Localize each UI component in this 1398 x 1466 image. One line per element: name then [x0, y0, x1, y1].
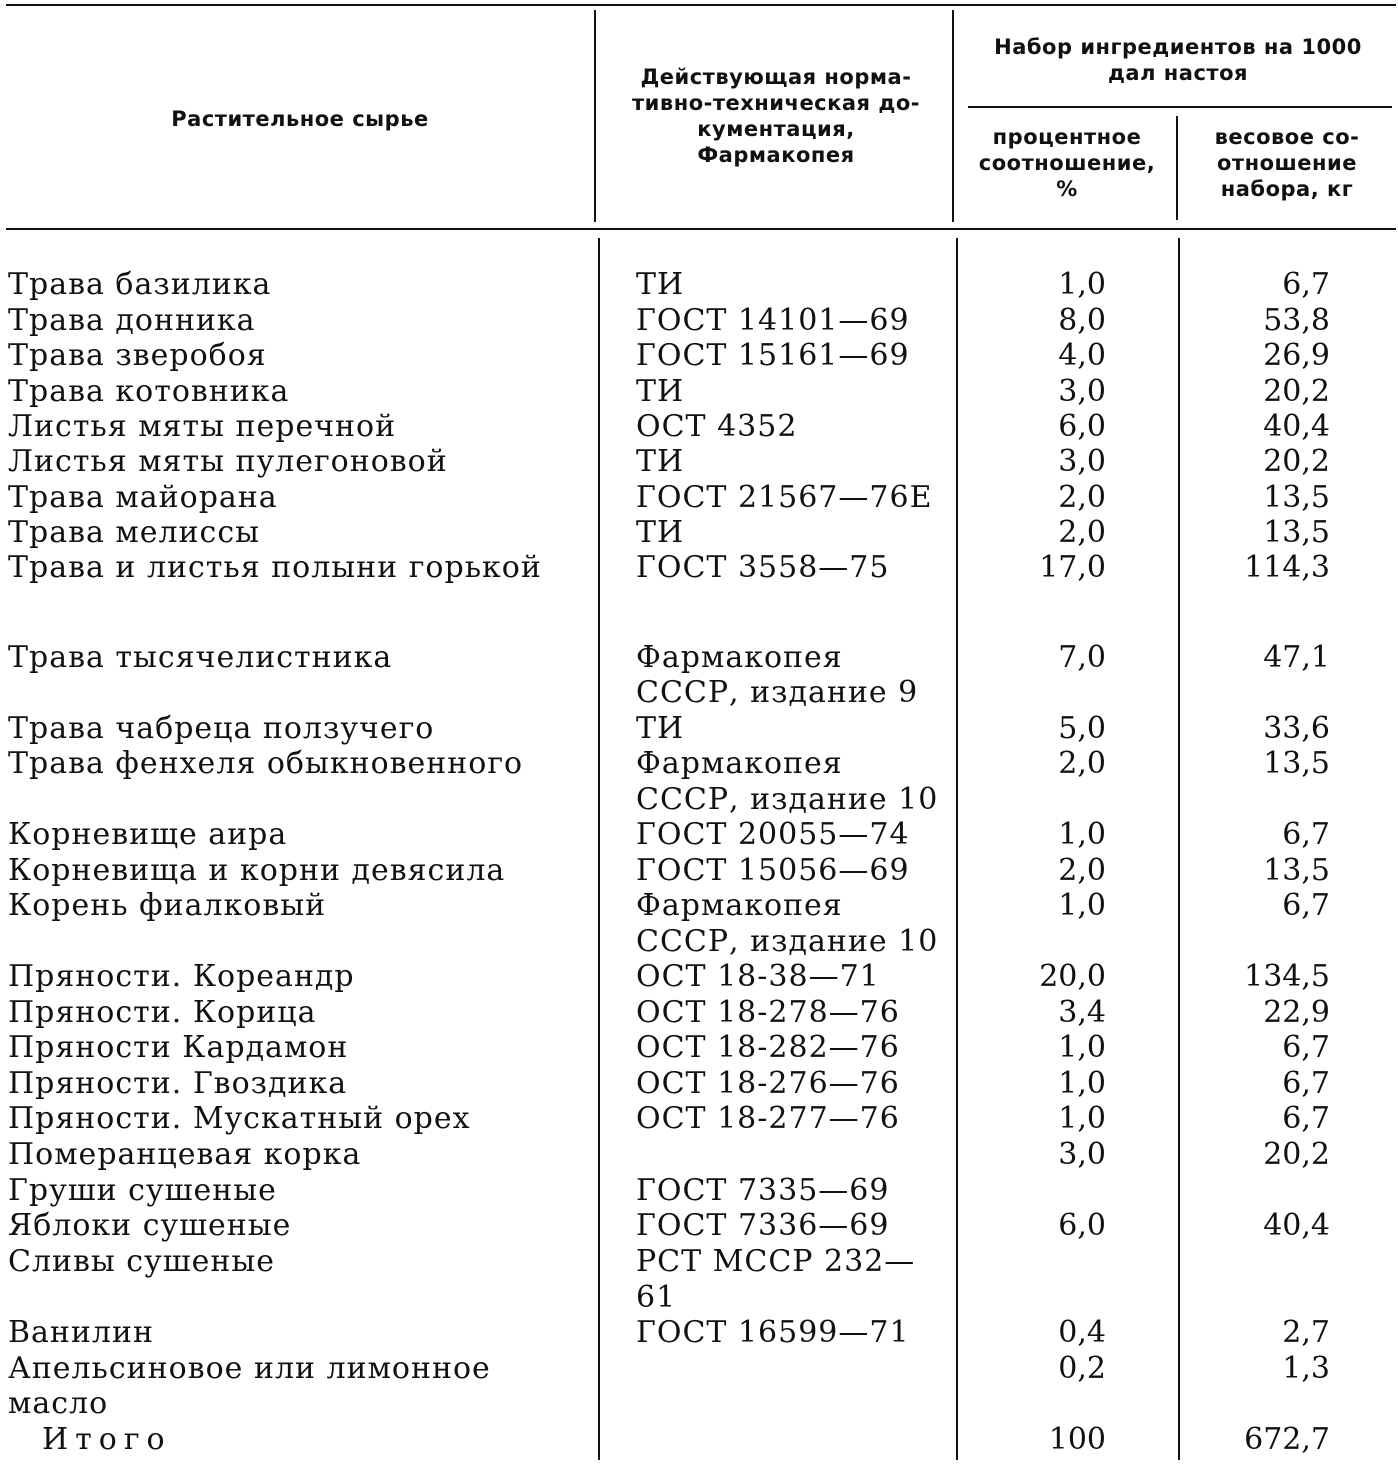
weight-cell: 47,1: [1263, 640, 1330, 675]
percent-cell: 2,0: [1058, 746, 1106, 781]
table-row: [0, 712, 1398, 746]
table-row: [0, 1352, 1398, 1386]
table-row: [0, 375, 1398, 409]
header-bottom-rule: [6, 228, 1396, 230]
weight-cell: 6,7: [1282, 817, 1330, 852]
percent-cell: 20,0: [1039, 959, 1106, 994]
weight-cell: 6,7: [1282, 1101, 1330, 1136]
percent-cell: 6,0: [1058, 1208, 1106, 1243]
header-divider-3: [1176, 116, 1178, 220]
percent-cell: 1,0: [1058, 1030, 1106, 1065]
table-row: [0, 410, 1398, 444]
doc-cell: 61: [636, 1280, 677, 1315]
header-doc-line: тивно-техническая до-: [632, 91, 920, 115]
table-row: [0, 1281, 1398, 1315]
percent-cell: 7,0: [1058, 640, 1106, 675]
weight-cell: 20,2: [1263, 1137, 1330, 1172]
header-divider-2: [952, 10, 954, 222]
material-cell: Пряности. Кореандр: [8, 959, 355, 994]
header-percent-line: %: [1056, 177, 1078, 201]
table-row: [0, 268, 1398, 302]
material-cell: Корень фиалковый: [8, 888, 327, 923]
percent-cell: 1,0: [1058, 888, 1106, 923]
material-cell: Пряности. Гвоздика: [8, 1066, 348, 1101]
percent-cell: 4,0: [1058, 338, 1106, 373]
table-row: [0, 551, 1398, 585]
material-cell: Листья мяты перечной: [8, 409, 397, 444]
percent-cell: 3,0: [1058, 1137, 1106, 1172]
percent-cell: 17,0: [1039, 550, 1106, 585]
table-row: [0, 641, 1398, 675]
material-cell: Пряности. Корица: [8, 995, 317, 1030]
doc-cell: ТИ: [636, 515, 685, 550]
material-cell: Ванилин: [8, 1315, 154, 1350]
weight-cell: 2,7: [1282, 1315, 1330, 1350]
material-cell: Трава чабреца ползучего: [8, 711, 435, 746]
material-cell: масло: [8, 1386, 109, 1421]
table-row: [0, 1316, 1398, 1350]
percent-cell: 3,4: [1058, 995, 1106, 1030]
doc-cell: ГОСТ 15056—69: [636, 853, 910, 888]
doc-cell: ОСТ 18-277—76: [636, 1101, 900, 1136]
header-group-rule: [968, 106, 1392, 108]
weight-cell: 13,5: [1263, 853, 1330, 888]
doc-cell: ГОСТ 3558—75: [636, 550, 890, 585]
percent-cell: 8,0: [1058, 303, 1106, 338]
percent-cell: 2,0: [1058, 515, 1106, 550]
material-cell: Листья мяты пулегоновой: [8, 444, 448, 479]
material-cell: Яблоки сушеные: [8, 1208, 292, 1243]
header-weight-line: набора, кг: [1220, 177, 1354, 201]
doc-cell: Фармакопея: [636, 888, 843, 923]
table-row: [0, 339, 1398, 373]
material-cell: Пряности Кардамон: [8, 1030, 349, 1065]
table-row: [0, 996, 1398, 1030]
table-row: [0, 445, 1398, 479]
material-cell: Трава фенхеля обыкновенного: [8, 746, 524, 781]
doc-cell: Фармакопея: [636, 640, 843, 675]
doc-cell: ОСТ 18-282—76: [636, 1030, 900, 1065]
table-top-rule: [6, 4, 1396, 6]
doc-cell: ТИ: [636, 267, 685, 302]
weight-cell: 33,6: [1263, 711, 1330, 746]
doc-cell: Фармакопея: [636, 746, 843, 781]
material-cell: Трава базилика: [8, 267, 272, 302]
weight-cell: 13,5: [1263, 480, 1330, 515]
weight-cell: 6,7: [1282, 1066, 1330, 1101]
weight-cell: 6,7: [1282, 888, 1330, 923]
table-row: [0, 818, 1398, 852]
material-cell: Трава зверобоя: [8, 338, 267, 373]
weight-cell: 114,3: [1244, 550, 1330, 585]
material-cell: Корневища и корни девясила: [8, 853, 506, 888]
material-cell: Груши сушеные: [8, 1173, 277, 1208]
table-row: [0, 747, 1398, 781]
header-group-line: Набор ингредиентов на 1000: [994, 35, 1362, 59]
doc-cell: ГОСТ 7336—69: [636, 1208, 890, 1243]
table-row: [0, 1387, 1398, 1421]
percent-cell: 5,0: [1058, 711, 1106, 746]
header-divider-1: [594, 10, 596, 222]
table-row: [0, 889, 1398, 923]
weight-cell: 40,4: [1263, 1208, 1330, 1243]
doc-cell: ОСТ 18-38—71: [636, 959, 880, 994]
doc-cell: ОСТ 18-276—76: [636, 1066, 900, 1101]
weight-cell: 134,5: [1244, 959, 1330, 994]
percent-cell: 2,0: [1058, 853, 1106, 888]
doc-cell: ГОСТ 16599—71: [636, 1315, 910, 1350]
percent-cell: 1,0: [1058, 1066, 1106, 1101]
material-cell: Трава и листья полыни горькой: [8, 550, 542, 585]
table-row: [0, 854, 1398, 888]
material-cell: Апельсиновое или лимонное: [8, 1351, 491, 1386]
weight-cell: 6,7: [1282, 267, 1330, 302]
percent-cell: 3,0: [1058, 444, 1106, 479]
percent-cell: 3,0: [1058, 374, 1106, 409]
header-percent: [962, 124, 1172, 202]
material-cell: Пряности. Мускатный орех: [8, 1101, 471, 1136]
doc-cell: ГОСТ 14101—69: [636, 303, 910, 338]
header-doc: [604, 64, 948, 168]
table-row: [0, 516, 1398, 550]
weight-cell: 40,4: [1263, 409, 1330, 444]
doc-cell: ТИ: [636, 444, 685, 479]
percent-cell: 0,4: [1058, 1315, 1106, 1350]
total-weight: 672,7: [1244, 1422, 1330, 1457]
total-row: [0, 1423, 1398, 1457]
weight-cell: 1,3: [1282, 1351, 1330, 1386]
table-row: [0, 783, 1398, 817]
percent-cell: 1,0: [1058, 1101, 1106, 1136]
weight-cell: 20,2: [1263, 444, 1330, 479]
doc-cell: ГОСТ 7335—69: [636, 1173, 890, 1208]
weight-cell: 13,5: [1263, 746, 1330, 781]
total-label: Итого: [42, 1422, 172, 1457]
table-row: [0, 304, 1398, 338]
doc-cell: ОСТ 18-278—76: [636, 995, 900, 1030]
table-row: [0, 1102, 1398, 1136]
doc-cell: ТИ: [636, 711, 685, 746]
header-material: Растительное сырье: [171, 107, 429, 131]
doc-cell: СССР, издание 9: [636, 675, 919, 710]
doc-cell: РСТ МССР 232—: [636, 1244, 916, 1279]
weight-cell: 20,2: [1263, 374, 1330, 409]
header-doc-line: Действующая норма-: [640, 65, 912, 89]
table-row: [0, 960, 1398, 994]
percent-cell: 1,0: [1058, 267, 1106, 302]
header-group-line: дал настоя: [1107, 61, 1249, 85]
percent-cell: 1,0: [1058, 817, 1106, 852]
doc-cell: ГОСТ 15161—69: [636, 338, 910, 373]
doc-cell: ГОСТ 21567—76Е: [636, 480, 933, 515]
table-row: [0, 481, 1398, 515]
percent-cell: 6,0: [1058, 409, 1106, 444]
doc-cell: ТИ: [636, 374, 685, 409]
header-weight: [1184, 124, 1390, 202]
material-cell: Корневище аира: [8, 817, 288, 852]
table-row: [0, 1031, 1398, 1065]
material-cell: Трава майорана: [8, 480, 278, 515]
table-row: [0, 1245, 1398, 1279]
doc-cell: СССР, издание 10: [636, 924, 939, 959]
header-doc-line: Фармакопея: [697, 143, 855, 167]
weight-cell: 22,9: [1263, 995, 1330, 1030]
material-cell: Трава донника: [8, 303, 256, 338]
table-row: [0, 1138, 1398, 1172]
table-row: [0, 1209, 1398, 1243]
header-weight-line: отношение: [1216, 151, 1358, 175]
table-row: [0, 925, 1398, 959]
header-percent-line: соотношение,: [978, 151, 1156, 175]
header-doc-line: кументация,: [697, 117, 855, 141]
weight-cell: 6,7: [1282, 1030, 1330, 1065]
material-cell: Трава мелиссы: [8, 515, 261, 550]
percent-cell: 0,2: [1058, 1351, 1106, 1386]
doc-cell: СССР, издание 10: [636, 782, 939, 817]
header-group: [964, 34, 1392, 86]
header-percent-line: процентное: [992, 125, 1142, 149]
material-cell: Трава тысячелистника: [8, 640, 393, 675]
total-percent: 100: [1048, 1422, 1106, 1457]
table-row: [0, 1067, 1398, 1101]
table-row: [0, 1174, 1398, 1208]
percent-cell: 2,0: [1058, 480, 1106, 515]
header-weight-line: весовое со-: [1214, 125, 1360, 149]
weight-cell: 53,8: [1263, 303, 1330, 338]
material-cell: Трава котовника: [8, 374, 290, 409]
weight-cell: 26,9: [1263, 338, 1330, 373]
table-row: [0, 676, 1398, 710]
weight-cell: 13,5: [1263, 515, 1330, 550]
doc-cell: ГОСТ 20055—74: [636, 817, 910, 852]
material-cell: Померанцевая корка: [8, 1137, 362, 1172]
material-cell: Сливы сушеные: [8, 1244, 276, 1279]
doc-cell: ОСТ 4352: [636, 409, 798, 444]
